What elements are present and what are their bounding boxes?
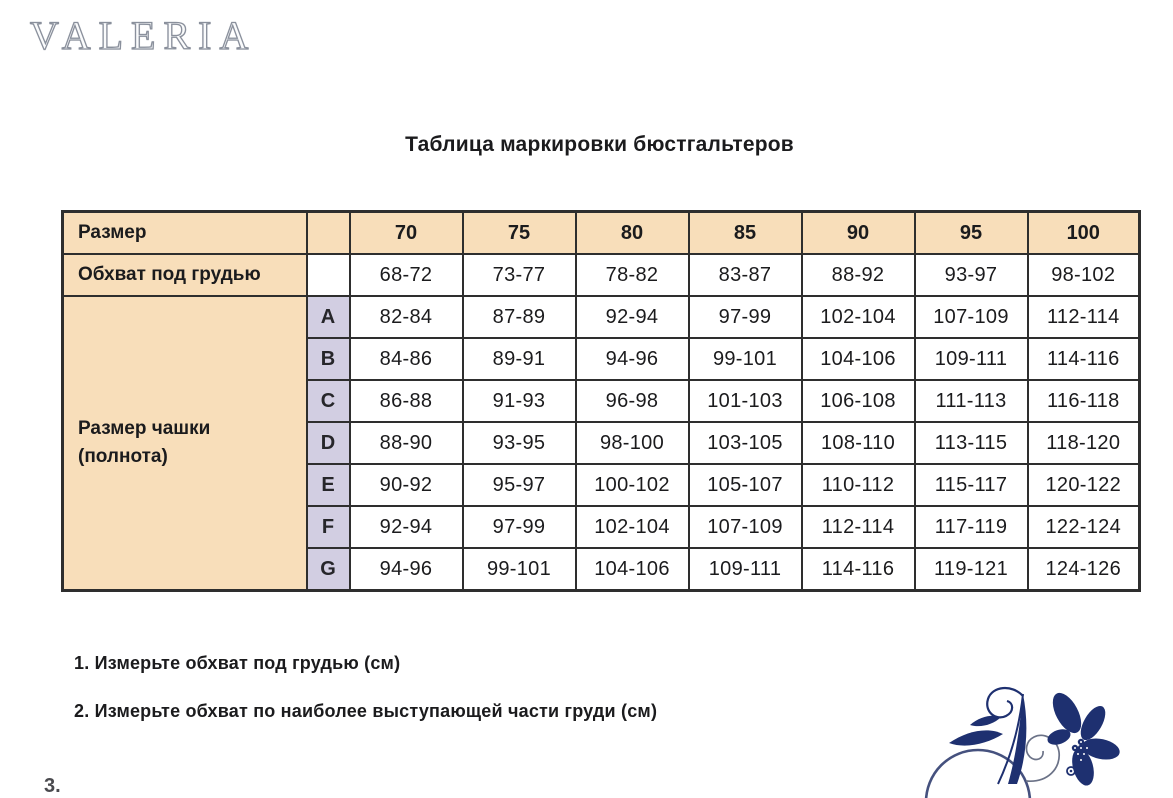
underbust-value: 93-97 <box>915 254 1028 296</box>
cup-range-value: 94-96 <box>350 548 463 591</box>
cup-range-value: 106-108 <box>802 380 915 422</box>
cup-range-value: 107-109 <box>915 296 1028 338</box>
cup-row-A <box>63 296 1140 338</box>
cup-range-value: 109-111 <box>689 548 802 591</box>
cup-range-value: 87-89 <box>463 296 576 338</box>
cup-range-value: 105-107 <box>689 464 802 506</box>
cup-letter: D <box>307 422 350 464</box>
instruction-step-2: 2. Измерьте обхват по наиболее выступающей части груди (см) <box>74 701 658 721</box>
cup-range-value: 113-115 <box>915 422 1028 464</box>
cup-letter: A <box>307 296 350 338</box>
cup-range-value: 99-101 <box>463 548 576 591</box>
cup-range-value: 102-104 <box>576 506 689 548</box>
cup-range-value: 120-122 <box>1028 464 1140 506</box>
cup-range-value: 115-117 <box>915 464 1028 506</box>
cup-range-value: 90-92 <box>350 464 463 506</box>
band-size-header: 100 <box>1028 212 1140 255</box>
cup-range-value: 114-116 <box>1028 338 1140 380</box>
page-title: Таблица маркировки бюстгальтеров <box>405 133 794 156</box>
underbust-value: 88-92 <box>802 254 915 296</box>
cup-size-label-line: Размер чашки <box>78 418 211 440</box>
cup-range-value: 112-114 <box>802 506 915 548</box>
band-size-header: 75 <box>463 212 576 255</box>
cup-letter: E <box>307 464 350 506</box>
underbust-value: 78-82 <box>576 254 689 296</box>
cup-range-value: 97-99 <box>463 506 576 548</box>
cup-range-value: 119-121 <box>915 548 1028 591</box>
underbust-row <box>63 254 1140 296</box>
corner-spacer-cell <box>307 212 350 255</box>
cup-range-value: 112-114 <box>1028 296 1140 338</box>
cup-range-value: 96-98 <box>576 380 689 422</box>
cup-range-value: 92-94 <box>350 506 463 548</box>
band-size-header: 80 <box>576 212 689 255</box>
outlined-dot-center <box>1070 770 1073 773</box>
leaf-small <box>970 716 1001 726</box>
cup-range-value: 91-93 <box>463 380 576 422</box>
top-curl <box>987 688 1023 717</box>
cup-range-value: 111-113 <box>915 380 1028 422</box>
flower <box>1045 688 1121 788</box>
cup-range-value: 104-106 <box>576 548 689 591</box>
cup-range-value: 102-104 <box>802 296 915 338</box>
cup-range-value: 117-119 <box>915 506 1028 548</box>
band-size-header: 85 <box>689 212 802 255</box>
size-table <box>61 210 1141 592</box>
underbust-value: 68-72 <box>350 254 463 296</box>
stem <box>1008 694 1026 784</box>
underbust-value: 73-77 <box>463 254 576 296</box>
leaf-large <box>949 730 1003 745</box>
cup-range-value: 84-86 <box>350 338 463 380</box>
band-size-header: 95 <box>915 212 1028 255</box>
cup-letter: G <box>307 548 350 591</box>
cup-range-value: 103-105 <box>689 422 802 464</box>
cup-range-value: 104-106 <box>802 338 915 380</box>
cup-range-value: 114-116 <box>802 548 915 591</box>
cup-range-value: 124-126 <box>1028 548 1140 591</box>
instruction-step-1: 1. Измерьте обхват под грудью (см) <box>74 653 401 673</box>
cup-range-value: 88-90 <box>350 422 463 464</box>
cup-range-value: 98-100 <box>576 422 689 464</box>
cup-letter: B <box>307 338 350 380</box>
band-size-header: 90 <box>802 212 915 255</box>
cup-range-value: 107-109 <box>689 506 802 548</box>
cup-range-value: 95-97 <box>463 464 576 506</box>
cup-range-value: 100-102 <box>576 464 689 506</box>
cup-range-value: 82-84 <box>350 296 463 338</box>
cup-size-label <box>63 296 307 591</box>
size-header-row <box>63 212 1140 255</box>
cup-range-value: 86-88 <box>350 380 463 422</box>
cup-letter: F <box>307 506 350 548</box>
cup-range-value: 108-110 <box>802 422 915 464</box>
underbust-value: 98-102 <box>1028 254 1140 296</box>
cup-range-value: 122-124 <box>1028 506 1140 548</box>
size-row-label: Размер <box>63 212 307 255</box>
cup-size-label-line: (полнота) <box>78 446 168 467</box>
cup-range-value: 110-112 <box>802 464 915 506</box>
cup-range-value: 99-101 <box>689 338 802 380</box>
floral-flourish-ornament <box>930 680 1140 784</box>
size-table-body <box>63 212 1140 591</box>
cup-range-value: 116-118 <box>1028 380 1140 422</box>
instructions-list <box>74 653 657 749</box>
underbust-label: Обхват под грудью <box>63 254 307 296</box>
cup-range-value: 92-94 <box>576 296 689 338</box>
cup-range-value: 101-103 <box>689 380 802 422</box>
underbust-spacer-cell <box>307 254 350 296</box>
cup-range-value: 97-99 <box>689 296 802 338</box>
cup-range-value: 94-96 <box>576 338 689 380</box>
cup-range-value: 93-95 <box>463 422 576 464</box>
underbust-value: 83-87 <box>689 254 802 296</box>
cropped-next-list-glyph: 3. <box>44 775 61 797</box>
cup-range-value: 118-120 <box>1028 422 1140 464</box>
brand-logo: VALERIA <box>30 13 257 58</box>
cup-range-value: 109-111 <box>915 338 1028 380</box>
cup-range-value: 89-91 <box>463 338 576 380</box>
band-size-header: 70 <box>350 212 463 255</box>
cup-letter: C <box>307 380 350 422</box>
